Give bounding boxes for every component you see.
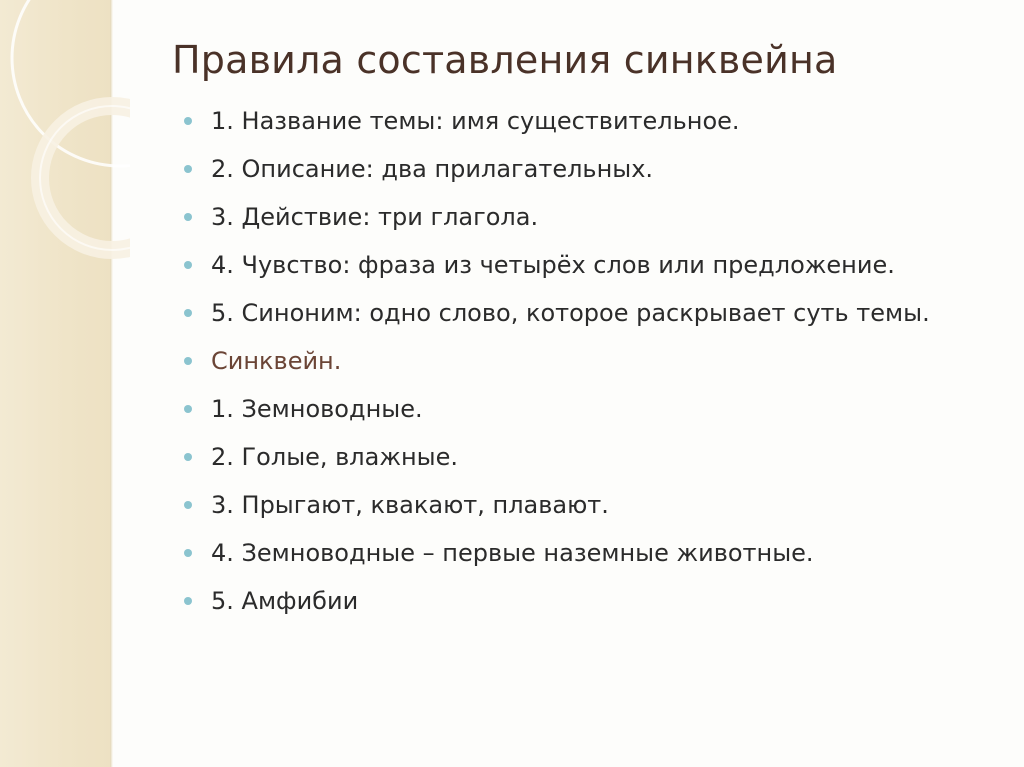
bullet-icon: [184, 309, 192, 317]
list-item: [184, 104, 1004, 138]
bullet-icon: [184, 549, 192, 557]
list-item-text: 2. Голые, влажные.: [211, 443, 459, 471]
bullet-icon: [184, 213, 192, 221]
list-item-text: 3. Действие: три глагола.: [211, 203, 539, 231]
rules-list: [184, 104, 1004, 632]
slide-title: Правила составления синквейна: [172, 38, 838, 82]
list-item-text: Синквейн.: [211, 347, 342, 375]
bullet-icon: [184, 597, 192, 605]
list-item: [184, 152, 1004, 186]
list-item: [184, 296, 1004, 330]
side-decoration-band: [0, 0, 110, 767]
list-item: [184, 392, 1004, 426]
bullet-icon: [184, 405, 192, 413]
list-item-heading: [184, 344, 1004, 378]
list-item: [184, 584, 1004, 618]
list-item-text: 1. Название темы: имя существительное.: [211, 107, 740, 135]
list-item: [184, 536, 1004, 570]
bullet-icon: [184, 165, 192, 173]
list-item-text: 5. Амфибии: [211, 587, 359, 615]
bullet-icon: [184, 261, 192, 269]
side-band-edge: [110, 0, 113, 767]
list-item: [184, 440, 1004, 474]
list-item-text: 5. Синоним: одно слово, которое раскрывает суть темы.: [211, 299, 930, 327]
list-item-text: 1. Земноводные.: [211, 395, 423, 423]
list-item: [184, 488, 1004, 522]
bullet-icon: [184, 357, 192, 365]
bullet-icon: [184, 117, 192, 125]
list-item: [184, 248, 1004, 282]
list-item-text: 2. Описание: два прилагательных.: [211, 155, 654, 183]
list-item-text: 3. Прыгают, квакают, плавают.: [211, 491, 609, 519]
list-item: [184, 200, 1004, 234]
bullet-icon: [184, 453, 192, 461]
list-item-text: 4. Чувство: фраза из четырёх слов или предложение.: [211, 251, 895, 279]
list-item-text: 4. Земноводные – первые наземные животные.: [211, 539, 814, 567]
bullet-icon: [184, 501, 192, 509]
